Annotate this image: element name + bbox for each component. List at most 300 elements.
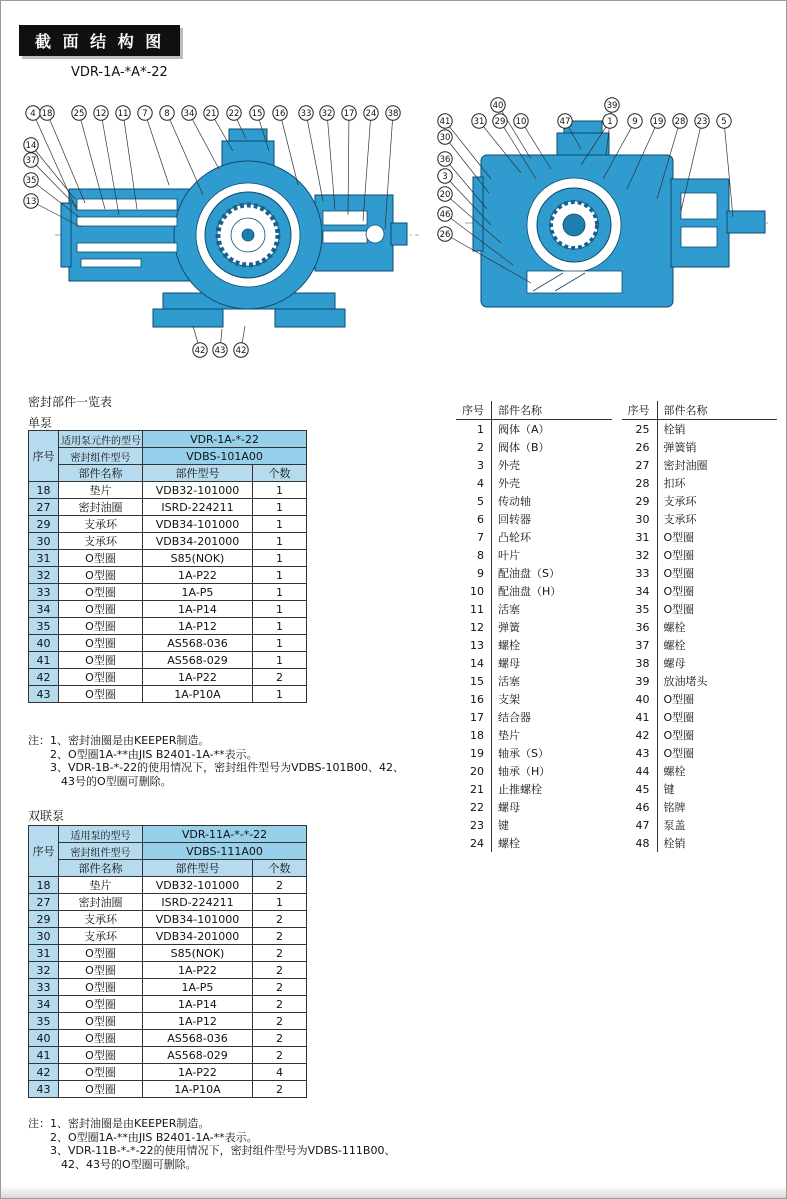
part-seq-cell: 33 [635,566,650,580]
leader-line [189,113,219,169]
callout-number: 4 [30,109,36,119]
seal-part-row [29,1081,307,1098]
seal-part-row [29,945,307,962]
part-no-cell: 1A-P5 [143,979,253,996]
seq-cell: 29 [29,516,59,533]
part-seq-cell: 35 [635,602,650,616]
qty-cell: 2 [253,1013,307,1030]
qty-cell: 2 [253,1030,307,1047]
part-name-cell: O型圈 [657,528,777,546]
part-name-cell: 支架 [492,690,612,708]
seal-part-row [29,584,307,601]
part-seq-cell: 1 [477,422,484,436]
seal-part-row [29,652,307,669]
part-name-cell: 密封油圈 [657,456,777,474]
callout-number: 19 [652,117,664,127]
part-seq-cell: 46 [635,800,650,814]
callout-number: 46 [439,210,451,220]
part-name-cell: O型圈 [59,1030,143,1047]
qty-cell: 1 [253,584,307,601]
part-name-cell: O型圈 [59,686,143,703]
qty-cell: 2 [253,669,307,686]
note-line: 2、O型圈1A-**由JIS B2401-1A-**表示。 [28,747,258,761]
part-seq-cell: 42 [635,728,650,742]
part-name-cell: 栓销 [657,834,777,852]
callout-number: 16 [274,109,286,119]
part-seq-cell: 9 [477,566,484,580]
callout-number: 21 [205,109,217,119]
part-name-cell: 螺栓 [492,834,612,852]
part-row [456,456,612,474]
page-title: 截 面 结 构 图 [19,25,180,56]
part-seq-cell: 19 [470,746,484,760]
part-no-cell: 1A-P22 [143,669,253,686]
part-row [622,654,778,672]
pump-side-body [465,121,769,307]
seal-part-row [29,516,307,533]
seq-cell: 18 [29,482,59,499]
seal-part-row [29,635,307,652]
part-row [622,672,778,690]
part-name-cell: 外壳 [492,474,612,492]
part-name-cell: O型圈 [657,582,777,600]
part-row [456,474,612,492]
part-seq-cell: 36 [635,620,650,634]
qty-cell: 1 [253,499,307,516]
qty-cell: 1 [253,601,307,618]
part-name-cell: 键 [657,780,777,798]
part-seq-cell: 8 [477,548,484,562]
qty-cell: 1 [253,550,307,567]
callout-number: 13 [25,197,37,207]
part-row [456,690,612,708]
note-line: 42、43号的O型圈可删除。 [28,1157,197,1171]
callout-number: 24 [365,109,377,119]
part-no-cell: S85(NOK) [143,550,253,567]
part-seq-cell: 45 [635,782,650,796]
callout-number: 18 [41,109,53,119]
qty-header-cell: 个数 [253,860,307,877]
part-seq-cell: 5 [477,494,484,508]
table-header-row [456,401,612,420]
part-row [622,420,778,439]
note-line: 2、O型圈1A-**由JIS B2401-1A-**表示。 [28,1130,258,1144]
callout-number: 25 [73,109,85,119]
leader-line [167,113,203,195]
part-name-cell: 配油盘（S） [492,564,612,582]
part-row [622,600,778,618]
part-row [456,672,612,690]
seq-cell: 35 [29,618,59,635]
callout-number: 12 [95,109,107,119]
part-name-cell: 支承环 [657,492,777,510]
part-seq-cell: 14 [470,656,484,670]
part-name-cell: O型圈 [657,744,777,762]
seal-part-row [29,499,307,516]
seal-part-row [29,1047,307,1064]
part-row [622,528,778,546]
seal-kit-value-cell: VDBS-101A00 [143,448,307,465]
part-name-cell: 外壳 [492,456,612,474]
part-name-cell: 轴承（H） [492,762,612,780]
part-seq-cell: 27 [635,458,650,472]
part-row [622,438,778,456]
part-seq-cell: 31 [635,530,650,544]
part-name-cell: 支承环 [59,928,143,945]
double-pump-label: 双联泵 [28,809,65,823]
part-name-header-cell: 部件名称 [59,860,143,877]
part-row [456,582,612,600]
part-name-cell: 垫片 [492,726,612,744]
callout-number: 42 [194,346,206,356]
part-name-cell: 支承环 [59,516,143,533]
part-name-cell: 凸轮环 [492,528,612,546]
part-seq-cell: 40 [635,692,650,706]
part-name-cell: O型圈 [59,618,143,635]
part-row [622,816,778,834]
part-name-cell: O型圈 [59,669,143,686]
seq-cell: 40 [29,635,59,652]
pump-front-svg [17,93,437,373]
part-seq-cell: 21 [470,782,484,796]
callout-number: 43 [214,346,226,356]
part-row [456,546,612,564]
single-pump-notes [28,734,404,788]
pump-model-label-cell: 适用泵元件的型号 [59,431,143,448]
part-no-cell: 1A-P22 [143,1064,253,1081]
seq-cell: 31 [29,550,59,567]
seq-header: 序号 [456,401,492,420]
part-name-cell: 螺栓 [657,762,777,780]
seal-part-row [29,669,307,686]
part-row [456,420,612,439]
seq-cell: 34 [29,601,59,618]
callout-number: 41 [439,117,451,127]
part-row [456,528,612,546]
callout-number: 23 [696,117,708,127]
callout-number: 34 [183,109,195,119]
seal-part-row [29,911,307,928]
part-seq-cell: 48 [635,836,650,850]
part-no-cell: ISRD-224211 [143,499,253,516]
seal-part-row [29,996,307,1013]
part-row [456,492,612,510]
part-seq-cell: 34 [635,584,650,598]
callout-number: 31 [473,117,485,127]
part-row [456,600,612,618]
part-no-header-cell: 部件型号 [143,465,253,482]
part-row [456,564,612,582]
part-no-cell: S85(NOK) [143,945,253,962]
callout-number: 3 [442,172,448,182]
qty-cell: 2 [253,979,307,996]
seq-cell: 41 [29,1047,59,1064]
seq-cell: 27 [29,894,59,911]
seq-cell: 43 [29,686,59,703]
parts-table-right [622,401,778,852]
part-name-cell: 螺栓 [492,636,612,654]
note-line: 注：1、密封油圈是由KEEPER制造。 [28,734,210,747]
seq-cell: 30 [29,928,59,945]
part-name-cell: 泵盖 [657,816,777,834]
part-row [622,798,778,816]
part-no-cell: 1A-P22 [143,962,253,979]
part-row [622,690,778,708]
seal-part-row [29,686,307,703]
part-name-cell: 支承环 [657,510,777,528]
part-name-cell: O型圈 [59,567,143,584]
part-row [456,816,612,834]
part-name-cell: O型圈 [59,584,143,601]
part-row [456,780,612,798]
seal-part-row [29,979,307,996]
part-seq-cell: 29 [635,494,650,508]
part-name-cell: 螺栓 [657,636,777,654]
seq-cell: 32 [29,567,59,584]
callout-number: 10 [515,117,527,127]
table-row [29,431,307,448]
part-seq-cell: 39 [635,674,650,688]
model-number: VDR-1A-*A*-22 [71,65,168,80]
seq-cell: 42 [29,669,59,686]
part-name-cell: O型圈 [59,550,143,567]
part-row [456,708,612,726]
pump-cross-section-side [431,93,776,373]
leader-line [47,113,85,203]
callout-number: 39 [606,101,618,111]
table-row [29,448,307,465]
seq-cell: 40 [29,1030,59,1047]
part-name-cell: 叶片 [492,546,612,564]
part-seq-cell: 43 [635,746,650,760]
part-name-cell: O型圈 [59,1047,143,1064]
callout-number: 36 [439,155,451,165]
part-name-cell: O型圈 [59,945,143,962]
seal-kit-label-cell: 密封组件型号 [59,843,143,860]
part-row [622,582,778,600]
table-row [29,843,307,860]
table-row [29,465,307,482]
part-seq-cell: 13 [470,638,484,652]
part-row [456,726,612,744]
note-line: 3、VDR-1B-*-22的使用情况下，密封组件型号为VDBS-101B00、42、 [28,761,404,774]
qty-cell: 1 [253,652,307,669]
part-row [456,762,612,780]
qty-cell: 2 [253,1081,307,1098]
part-name-cell: 垫片 [59,877,143,894]
qty-cell: 2 [253,945,307,962]
seal-part-row [29,482,307,499]
part-seq-cell: 22 [470,800,484,814]
seal-part-row [29,601,307,618]
part-seq-cell: 26 [635,440,650,454]
parts-name-table [456,401,777,852]
part-row [622,726,778,744]
qty-cell: 1 [253,516,307,533]
seq-cell: 43 [29,1081,59,1098]
callout-number: 7 [142,109,148,119]
part-no-cell: AS568-029 [143,1047,253,1064]
seal-kit-value-cell: VDBS-111A00 [143,843,307,860]
callout-number: 29 [494,117,506,127]
part-name-cell: 弹簧销 [657,438,777,456]
part-row [622,834,778,852]
qty-cell: 1 [253,533,307,550]
part-name-cell: 活塞 [492,600,612,618]
seq-header: 序号 [622,401,658,420]
qty-cell: 2 [253,1047,307,1064]
table-row [29,826,307,843]
part-row [456,744,612,762]
pump-model-value-cell: VDR-11A-*-*-22 [143,826,307,843]
part-name-cell: O型圈 [657,708,777,726]
part-row [456,438,612,456]
callout-number: 15 [251,109,263,119]
part-seq-cell: 4 [477,476,484,490]
part-seq-cell: 23 [470,818,484,832]
part-seq-cell: 25 [635,422,650,436]
qty-cell: 1 [253,567,307,584]
part-no-cell: ISRD-224211 [143,894,253,911]
part-seq-cell: 38 [635,656,650,670]
part-no-cell: VDB32-101000 [143,877,253,894]
part-row [622,510,778,528]
qty-cell: 1 [253,482,307,499]
part-row [622,546,778,564]
part-name-cell: 支承环 [59,533,143,550]
part-seq-cell: 24 [470,836,484,850]
part-name-cell: O型圈 [59,979,143,996]
double-pump-seal-table [28,825,307,1098]
single-pump-seal-table [28,430,307,703]
leader-line [33,113,77,211]
part-row [622,744,778,762]
part-no-cell: 1A-P5 [143,584,253,601]
part-name-cell: O型圈 [59,652,143,669]
part-name-cell: 支承环 [59,911,143,928]
name-header: 部件名称 [492,401,612,420]
part-name-cell: 铭牌 [657,798,777,816]
part-name-cell: O型圈 [59,1081,143,1098]
part-seq-cell: 3 [477,458,484,472]
part-name-cell: 阀体（A） [492,420,612,439]
seq-header-cell: 序号 [29,826,59,877]
part-name-cell: O型圈 [657,726,777,744]
part-name-cell: 活塞 [492,672,612,690]
qty-header-cell: 个数 [253,465,307,482]
parts-table-left [456,401,612,852]
part-name-cell: 轴承（S） [492,744,612,762]
part-name-cell: 垫片 [59,482,143,499]
part-row [622,474,778,492]
part-seq-cell: 47 [635,818,650,832]
part-seq-cell: 17 [470,710,484,724]
qty-cell: 2 [253,962,307,979]
part-seq-cell: 41 [635,710,650,724]
part-row [456,654,612,672]
part-row [622,492,778,510]
seal-part-row [29,962,307,979]
part-name-cell: O型圈 [59,996,143,1013]
qty-cell: 2 [253,996,307,1013]
part-seq-cell: 6 [477,512,484,526]
callout-number: 38 [387,109,399,119]
seq-cell: 42 [29,1064,59,1081]
seq-header-cell: 序号 [29,431,59,482]
name-header: 部件名称 [657,401,777,420]
part-no-cell: AS568-036 [143,635,253,652]
part-name-cell: 栓销 [657,420,777,439]
part-name-cell: O型圈 [657,690,777,708]
seq-cell: 33 [29,584,59,601]
part-name-cell: O型圈 [59,962,143,979]
part-name-cell: O型圈 [59,1013,143,1030]
pump-front-body [55,129,419,327]
part-seq-cell: 2 [477,440,484,454]
part-row [622,636,778,654]
part-no-cell: 1A-P22 [143,567,253,584]
callout-number: 22 [228,109,240,119]
seal-part-row [29,533,307,550]
part-row [622,708,778,726]
part-seq-cell: 15 [470,674,484,688]
part-row [456,618,612,636]
part-name-cell: 结合器 [492,708,612,726]
part-name-cell: 放油堵头 [657,672,777,690]
part-no-header-cell: 部件型号 [143,860,253,877]
part-seq-cell: 7 [477,530,484,544]
part-name-cell: 螺母 [657,654,777,672]
part-row [456,798,612,816]
callout-number: 47 [559,117,571,127]
part-seq-cell: 11 [470,602,484,616]
seal-part-row [29,928,307,945]
part-seq-cell: 44 [635,764,650,778]
seal-part-row [29,1013,307,1030]
note-line: 注：1、密封油圈是由KEEPER制造。 [28,1117,210,1130]
callout-number: 8 [164,109,170,119]
part-seq-cell: 12 [470,620,484,634]
part-row [622,456,778,474]
table-header-row [622,401,778,420]
part-no-cell: 1A-P14 [143,601,253,618]
callout-number: 20 [439,190,451,200]
part-no-cell: 1A-P14 [143,996,253,1013]
part-row [456,510,612,528]
seal-part-row [29,877,307,894]
part-row [622,618,778,636]
seal-part-row [29,618,307,635]
seq-cell: 31 [29,945,59,962]
part-name-cell: 配油盘（H） [492,582,612,600]
single-pump-label: 单泵 [28,416,53,430]
part-name-cell: 阀体（B） [492,438,612,456]
part-seq-cell: 20 [470,764,484,778]
part-no-cell: 1A-P12 [143,1013,253,1030]
leader-line [31,145,75,199]
note-line: 3、VDR-11B-*-*-22的使用情况下，密封组件型号为VDBS-111B00、 [28,1144,396,1157]
part-name-cell: O型圈 [59,601,143,618]
callout-number: 42 [235,346,247,356]
callout-number: 14 [25,141,37,151]
part-row [456,834,612,852]
qty-cell: 4 [253,1064,307,1081]
pump-model-value-cell: VDR-1A-*-22 [143,431,307,448]
part-seq-cell: 32 [635,548,650,562]
callout-number: 30 [439,133,451,143]
qty-cell: 1 [253,635,307,652]
note-line: 43号的O型圈可删除。 [28,774,172,788]
